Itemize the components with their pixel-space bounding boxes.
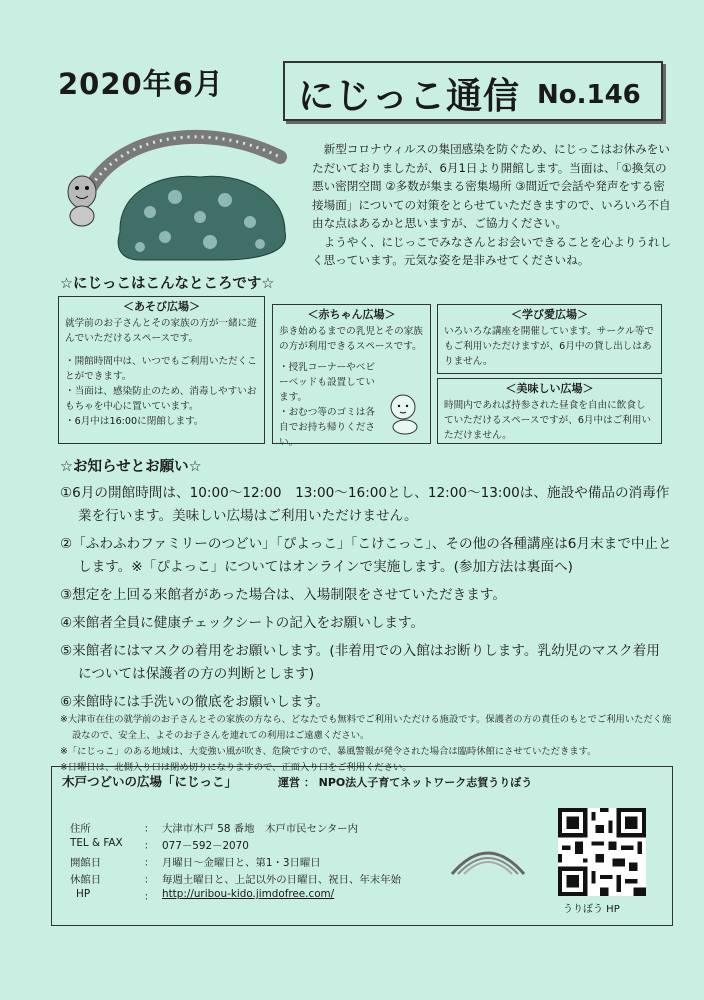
facility-name: 木戸つどいの広場「にじっこ」 [62, 774, 238, 789]
notices-heading: ☆お知らせとお願い☆ [60, 459, 202, 475]
info-value: 大津市木戸 58 番地 木戸市民センター内 [162, 823, 359, 835]
notices-list [60, 482, 672, 719]
oishii-box [437, 378, 662, 444]
notice-item: ⑤来館者にはマスクの着用をお願いします。(非着用での入館はお断りします。乳幼児のマスク着用については保護者の方の判断とします) [60, 643, 660, 682]
operator: 運営 ： NPO法人子育てネットワーク志賀うりぼう [278, 776, 533, 789]
issue-date: 2020年6月 [58, 67, 224, 101]
qr-caption: うりぼう HP [563, 904, 620, 915]
table-row [70, 888, 401, 905]
akachan-text: 歩き始めるまでの乳児とその家族の方が利用できるスペースです。 [279, 326, 423, 352]
akachan-list [279, 360, 379, 450]
info-key: 開館日 [70, 857, 102, 869]
info-colon: ： [144, 874, 155, 886]
info-value: 077－592－2070 [162, 840, 249, 852]
intro-paragraph-1: 新型コロナウィルスの集団感染を防ぐため、にじっこはお休みをいただいておりましたが、6月1日より開館します。当面は、「①換気の悪い密閉空間 ②多数が集まる密集場所 ③間近で会話や発声をする密接場面」についての対策をとらせていただきますので、いろいろ不自由な点はあるかと思いますが、ご協力ください。 [312, 142, 671, 230]
asobi-text: 就学前のお子さんとその家族の方が一緒に遊んでいただけるスペースです。 [65, 318, 257, 344]
table-row [70, 871, 401, 888]
oishii-text: 時間内であれば持参された昼食を自由に飲食していただけるスペースですが、6月中はご利用いただけません。 [444, 400, 652, 441]
qr-code-icon[interactable] [558, 808, 646, 896]
info-colon: ： [144, 840, 155, 852]
manabi-text: いろいろな講座を開催しています。サークル等でもご利用いただけますが、6月中の貸し出しはありません。 [444, 326, 655, 367]
info-key: 住所 [70, 823, 91, 835]
info-colon: ： [144, 891, 155, 903]
homepage-link[interactable]: http://uribou-kido.jimdofree.com/ [162, 888, 335, 900]
info-table [70, 820, 401, 905]
oishii-title: ＜美味しい広場＞ [505, 382, 594, 395]
notice-item: ③想定を上回る来館者があった場合は、入場制限をさせていただきます。 [60, 587, 506, 603]
notice-item: ①6月の開館時間は、10:00～12:00 13:00～16:00とし、12:00～13:00は、施設や備品の消毒作業を行います。美味しい広場はご利用いただけません。 [60, 485, 670, 524]
footnote: ※「にじっこ」のある地域は、大変強い風が吹き、危険ですので、暴風警報が発令された場合は臨時休館にさせていただきます。 [60, 746, 597, 757]
asobi-box [58, 296, 265, 444]
info-colon: ： [144, 857, 155, 869]
about-heading: ☆にじっこはこんなところです☆ [60, 276, 275, 292]
table-row [70, 837, 401, 854]
rainbow-arc-icon [448, 838, 528, 878]
table-row [70, 854, 401, 871]
list-item: ・おむつ等のゴミは各自でお持ち帰りください。 [279, 407, 375, 448]
table-row [70, 820, 401, 837]
rainbow-illustration [60, 122, 300, 262]
list-item: ・開館時間中は、いつでもご利用いただくことができます。 [65, 356, 257, 382]
akachan-box [272, 304, 431, 448]
notice-item: ④来館者全員に健康チェックシートの記入をお願いします。 [60, 615, 425, 631]
issue-number: No.146 [537, 80, 641, 110]
akachan-title: ＜赤ちゃん広場＞ [307, 308, 396, 321]
intro-text [312, 140, 672, 270]
list-item: ・6月中は16:00に閉館します。 [65, 416, 204, 427]
manabi-title: ＜学び愛広場＞ [511, 308, 588, 321]
list-item: ・授乳コーナーやベビーベッドも設置しています。 [279, 362, 375, 403]
info-key: HP [76, 888, 91, 900]
footnote: ※日曜日は、北側入り口は閉め切りになりますので、正面入り口をご利用ください。 [60, 762, 412, 773]
info-key: 休館日 [70, 874, 102, 886]
notice-item: ⑥来館時には手洗いの徹底をお願いします。 [60, 694, 330, 710]
asobi-title: ＜あそび広場＞ [123, 300, 200, 313]
manabi-box [437, 304, 662, 374]
baby-illustration [385, 391, 425, 435]
newsletter-title: にじっこ通信 [298, 76, 521, 117]
asobi-list [65, 354, 258, 429]
info-key: TEL & FAX [70, 837, 123, 849]
info-value: 月曜日～金曜日と、第1・3日曜日 [162, 857, 321, 869]
notice-item: ②「ふわふわファミリーのつどい」「ぴよっこ」「こけこっこ」、その他の各種講座は6月末まで中止とします。※「ぴよっこ」についてはオンラインで実施します。(参加方法は裏面へ) [60, 536, 672, 575]
info-value: 毎週土曜日と、上記以外の日曜日、祝日、年末年始 [162, 874, 401, 886]
footnote: ※大津市在住の就学前のお子さんとその家族の方なら、どなたでも無料でご利用いただける施設です。保護者の方の責任のもとでご利用いただく施設なので、安全上、よそのお子さんを連れての利用はご遠慮ください。 [60, 714, 672, 741]
info-colon: ： [144, 823, 155, 835]
list-item: ・当面は、感染防止のため、消毒しやすいおもちゃを中心に置いています。 [65, 386, 257, 412]
intro-paragraph-2: ようやく、にじっこでみなさんとお会いできることを心よりうれしく思っています。元気な姿を是非みせてくださいね。 [312, 234, 672, 267]
